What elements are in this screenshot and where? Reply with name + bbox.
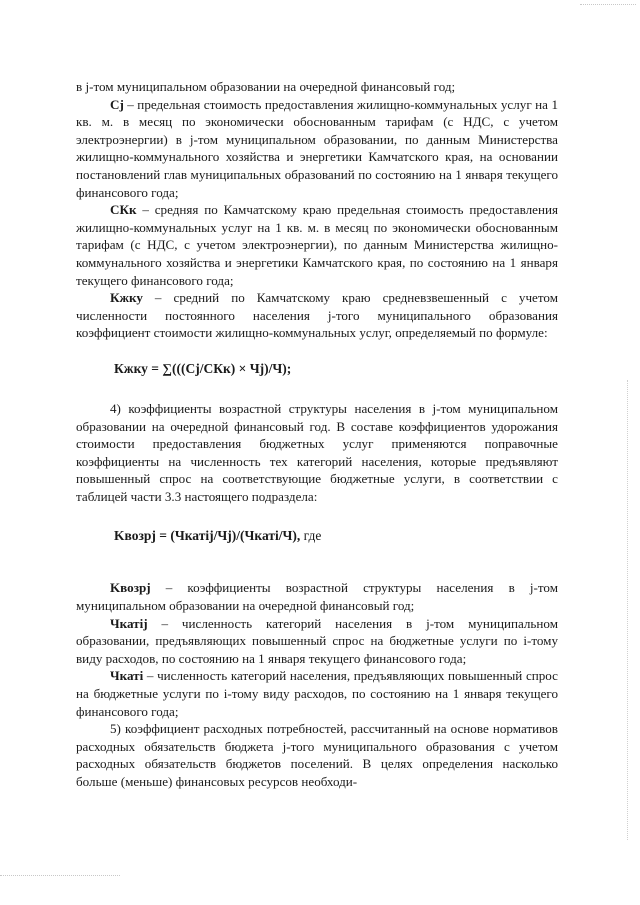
paragraph-1: в j-том муниципальном образовании на очередной финансовый год; bbox=[76, 79, 456, 94]
paragraph-kvozr bbox=[76, 579, 558, 614]
paragraph-item-4: 4) коэффициенты возрастной структуры населения в j-том муниципальном образовании на очередной финансовый год. В составе коэффициентов удорожания стоимости предоставления бюджетных услуг применяются поправочные коэффициенты на численность тех категорий населения, которые предъявляют повышенный спрос на соответствующие бюджетные услуги, в соответствии с таблицей части 3.3 настоящего подраздела: bbox=[76, 400, 558, 504]
paragraph-ckk-text: – средняя по Камчатскому краю предельная стоимость предоставления жилищно-коммунальных услуг на 1 кв. м. в месяц по экономически обоснованным тарифам (с НДС, с учетом электроэнергии), по данным Министерства жилищно-коммунального хозяйства и энергетики Камчатского края, по состоянию на 1 января текущего финансового года; bbox=[76, 202, 558, 288]
formula-kzhku: Кжку = ∑(((Cj/CКк) × Чj)/Ч); bbox=[114, 360, 292, 376]
paragraph-kzhku-text: – средний по Камчатскому краю средневзвешенный с учетом численности постоянного населения j-того муниципального образования коэффициент стоимости жилищно-коммунальных услуг, определяемый по формуле: bbox=[76, 290, 558, 341]
formula-kvozr-tail: где bbox=[300, 528, 322, 544]
formula-kvozr bbox=[76, 527, 558, 545]
paragraph-kzhku bbox=[76, 289, 558, 342]
paragraph-kvozr-text: – коэффициенты возрастной структуры населения в j-том муниципальном образовании на очередной финансовый год; bbox=[76, 580, 558, 614]
paragraph-cj-text: – предельная стоимость предоставления жилищно-коммунальных услуг на 1 кв. м. в месяц по экономически обоснованным тарифам (с НДС, с учетом электроэнергии) в j-том муниципальном образовании, по данным Министерства жилищно-коммунального хозяйства и энергетики Камчатского края, на основании постановлений глав муниципальных образований по состоянию на 1 января текущего финансового года; bbox=[76, 96, 558, 200]
formula-kvozr-expression: Kвозрj = (Чкатij/Чj)/(Чкатi/Ч), bbox=[114, 528, 301, 544]
scan-margin-marks bbox=[626, 380, 628, 840]
symbol-ckk: CКк bbox=[110, 202, 137, 218]
symbol-chkatij: Чкатij bbox=[110, 615, 148, 631]
symbol-kzhku: Кжку bbox=[110, 290, 143, 306]
scan-top-mark bbox=[580, 4, 636, 6]
symbol-chkati: Чкатi bbox=[110, 668, 144, 684]
scan-bottom-rule bbox=[0, 875, 120, 877]
symbol-cj: Cj bbox=[110, 96, 124, 112]
paragraph-cj bbox=[76, 96, 558, 202]
paragraph-item-5: 5) коэффициент расходных потребностей, рассчитанный на основе нормативов расходных обязательств бюджета j-того муниципального образования с учетом расходных обязательств бюджетов поселений. В целях определения насколько больше (меньше) финансовых ресурсов необходи- bbox=[76, 721, 558, 789]
paragraph-chkati-text: – численность категорий населения, предъявляющих повышенный спрос на бюджетные услуги по i-тому виду расходов, по состоянию на 1 января текущего финансового года; bbox=[76, 668, 558, 719]
paragraph-chkatij-text: – численность категорий населения в j-том муниципальном образовании, предъявляющих повышенный спрос на бюджетные услуги по i-тому виду расходов, по состоянию на 1 января текущего финансового года; bbox=[76, 615, 558, 666]
paragraph-ckk bbox=[76, 201, 558, 289]
symbol-kvozr: Kвозрj bbox=[110, 580, 151, 596]
paragraph-chkatij bbox=[76, 615, 558, 668]
paragraph-chkati bbox=[76, 667, 558, 720]
document-page bbox=[76, 78, 558, 791]
